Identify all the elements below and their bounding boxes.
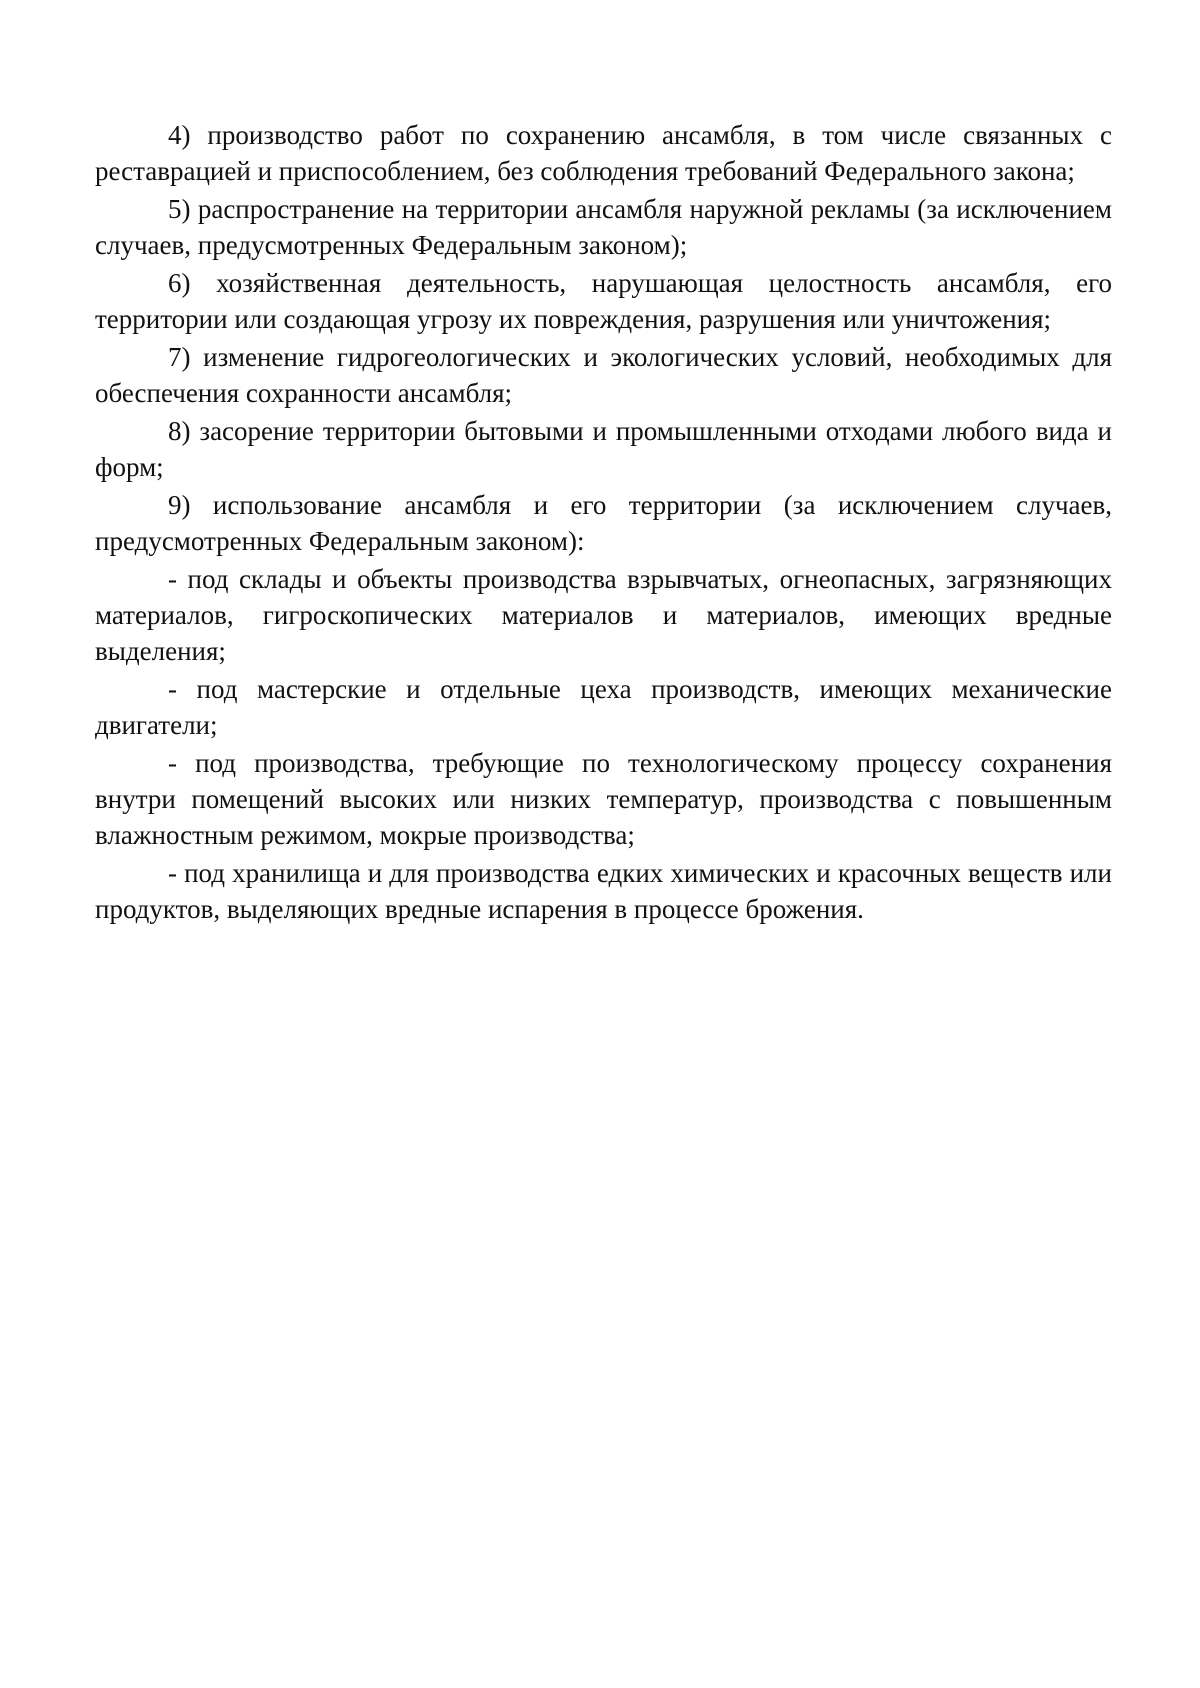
paragraph-item-5: 5) распространение на территории ансамбля наружной рекламы (за исключением случаев, предусмотренных Федеральным законом); — [95, 194, 1112, 260]
paragraph-subitem-temperature-productions: - под производства, требующие по технологическому процессу сохранения внутри помещений высоких или низких температур, производства с повышенным влажностным режимом, мокрые производства; — [95, 748, 1112, 850]
document-body — [95, 117, 1112, 929]
paragraph-item-7: 7) изменение гидрогеологических и экологических условий, необходимых для обеспечения сохранности ансамбля; — [95, 342, 1112, 408]
paragraph-item-8: 8) засорение территории бытовыми и промышленными отходами любого вида и форм; — [95, 416, 1112, 482]
paragraph-subitem-chemical-storage: - под хранилища и для производства едких химических и красочных веществ или продуктов, выделяющих вредные испарения в процессе брожения. — [95, 858, 1112, 924]
paragraph-item-9: 9) использование ансамбля и его территории (за исключением случаев, предусмотренных Федеральным законом): — [95, 490, 1112, 556]
paragraph-item-4: 4) производство работ по сохранению ансамбля, в том числе связанных с реставрацией и приспособлением, без соблюдения требований Федерального закона; — [95, 120, 1112, 186]
paragraph-subitem-warehouses: - под склады и объекты производства взрывчатых, огнеопасных, загрязняющих материалов, гигроскопических материалов и материалов, имеющих вредные выделения; — [95, 564, 1112, 666]
paragraph-item-6: 6) хозяйственная деятельность, нарушающая целостность ансамбля, его территории или создающая угрозу их повреждения, разрушения или уничтожения; — [95, 268, 1112, 334]
paragraph-subitem-workshops: - под мастерские и отдельные цеха производств, имеющих механические двигатели; — [95, 674, 1112, 740]
